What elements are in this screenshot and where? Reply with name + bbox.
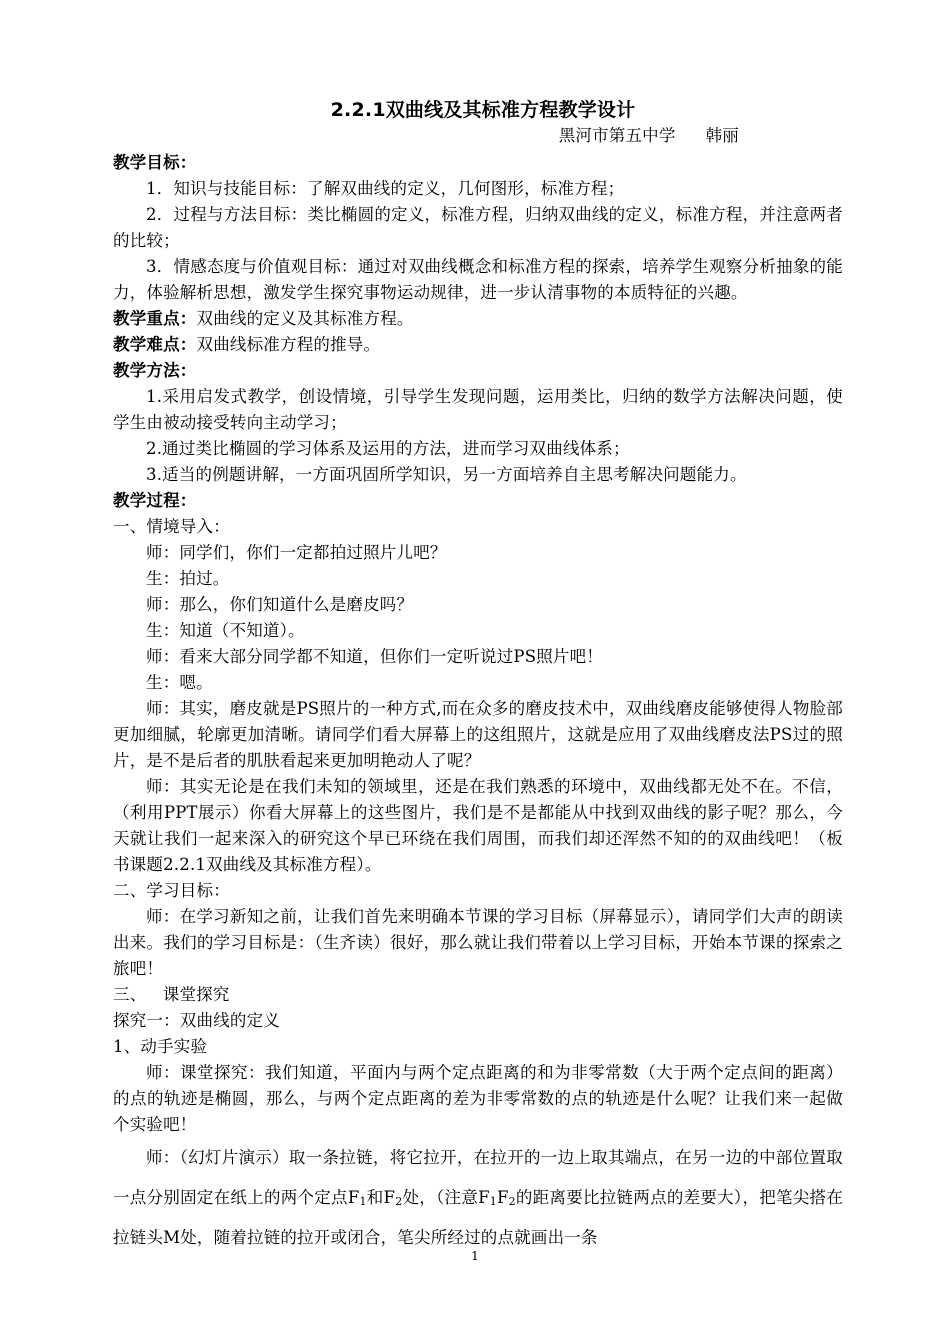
difficulty-heading: 教学难点： [113, 335, 197, 354]
point-label: F [383, 1188, 396, 1207]
objective-item: 2．过程与方法目标：类比椭圆的定义，标准方程，归纳双曲线的定义，标准方程，并注意两者的比较； [113, 205, 843, 250]
author-line [113, 124, 843, 148]
key-point-text: 双曲线的定义及其标准方程。 [196, 309, 414, 328]
section-number: 三、 [113, 985, 147, 1004]
document-title: 2.2.1双曲线及其标准方程教学设计 [330, 99, 636, 121]
paragraph-text: 的距离要比拉链两点的差要大），把笔尖搭在拉链头M处，随着拉链的拉开或闭合，笔尖所经过的点就画出一条 [113, 1188, 844, 1247]
section-paragraph: 师：在学习新知之前，让我们首先来明确本节课的学习目标（屏幕显示），请同学们大声的朗读出来。我们的学习目标是：（生齐读）很好，那么就让我们带着以上学习目标，开始本节课的探索之旅吧！ [113, 907, 843, 978]
dialogue-line: 生：知道（不知道）。 [146, 621, 305, 640]
point-label: F [347, 1188, 360, 1207]
point-label: F [496, 1188, 509, 1207]
methods-heading: 教学方法： [113, 361, 197, 380]
paragraph-text: 处，（注意 [402, 1188, 479, 1207]
section-paragraph [113, 1138, 843, 1258]
document-content [113, 96, 843, 1258]
subsection-title: 探究一：双曲线的定义 [113, 1011, 280, 1030]
objective-item: 1．知识与技能目标：了解双曲线的定义，几何图形，标准方程； [146, 179, 625, 198]
objective-item: 3．情感态度与价值观目标：通过对双曲线概念和标准方程的探索，培养学生观察分析抽象的能力，体验解析思想，激发学生探究事物运动规律，进一步认清事物的本质特征的兴趣。 [113, 257, 843, 302]
point-label: F [478, 1188, 490, 1207]
paragraph-text: 师：（幻灯片演示）取一条拉链，将它拉开，在拉开的一边上取其端点，在另一边的中部位置取一点分别固定在纸上的两个定点 [113, 1148, 843, 1207]
step-title: 1、动手实验 [113, 1037, 208, 1056]
dialogue-line: 师：其实无论是在我们未知的领域里，还是在我们熟悉的环境中，双曲线都无处不在。不信，（利用PPT展示）你看大屏幕上的这些图片，我们是不是都能从中找到双曲线的影子呢？那么，今天就让我们一起来深入的研究这个早已环绕在我们周围，而我们却还浑然不知的的双曲线吧！（板书课题2.2.1双曲线及其标准方程）。 [113, 777, 843, 874]
dialogue-line: 生：拍过。 [146, 569, 230, 588]
method-item: 1.采用启发式教学，创设情境，引导学生发现问题，运用类比，归纳的数学方法解决问题，使学生由被动接受转向主动学习； [113, 387, 843, 432]
objectives-heading: 教学目标： [113, 153, 197, 172]
dialogue-line: 师：同学们，你们一定都拍过照片儿吧？ [146, 543, 447, 562]
dialogue-line: 师：其实，磨皮就是PS照片的一种方式,而在众多的磨皮技术中，双曲线磨皮能够使得人物脸部更加细腻，轮廓更加清晰。请同学们看大屏幕上的这组照片，这就是应用了双曲线磨皮法PS过的照片，是不是后者的肌肤看起来更加明艳动人了呢？ [113, 699, 843, 770]
author-name: 韩丽 [705, 126, 739, 145]
school-name: 黑河市第五中学 [558, 126, 676, 145]
key-point-line [113, 306, 843, 332]
key-point-heading: 教学重点： [113, 309, 197, 328]
section-title: 二、学习目标： [113, 881, 230, 900]
dialogue-line: 生：嗯。 [146, 673, 213, 692]
section-title: 一、情境导入： [113, 517, 230, 536]
point-subscript: 1 [359, 1195, 367, 1208]
difficulty-line [113, 332, 843, 358]
page-number: 1 [471, 1249, 479, 1263]
dialogue-line: 师：看来大部分同学都不知道，但你们一定听说过PS照片吧！ [146, 647, 604, 666]
point-subscript: 2 [395, 1195, 403, 1208]
section-paragraph: 师：课堂探究：我们知道，平面内与两个定点距离的和为非零常数（大于两个定点间的距离）的点的轨迹是椭圆，那么，与两个定点距离的差为非零常数的点的轨迹是什么呢？让我们来一起做个实验吧！ [113, 1063, 843, 1134]
section-title [113, 982, 843, 1008]
section-title-text: 课堂探究 [162, 985, 230, 1004]
point-subscript: 1 [489, 1195, 497, 1208]
paragraph-text: 和 [366, 1188, 384, 1207]
method-item: 2.通过类比椭圆的学习体系及运用的方法，进而学习双曲线体系； [146, 439, 630, 458]
dialogue-line: 师：那么，你们知道什么是磨皮吗？ [146, 595, 414, 614]
point-subscript: 2 [508, 1195, 516, 1208]
process-heading: 教学过程： [113, 491, 197, 510]
method-item: 3.适当的例题讲解，一方面巩固所学知识，另一方面培养自主思考解决问题能力。 [146, 465, 747, 484]
difficulty-text: 双曲线标准方程的推导。 [196, 335, 381, 354]
